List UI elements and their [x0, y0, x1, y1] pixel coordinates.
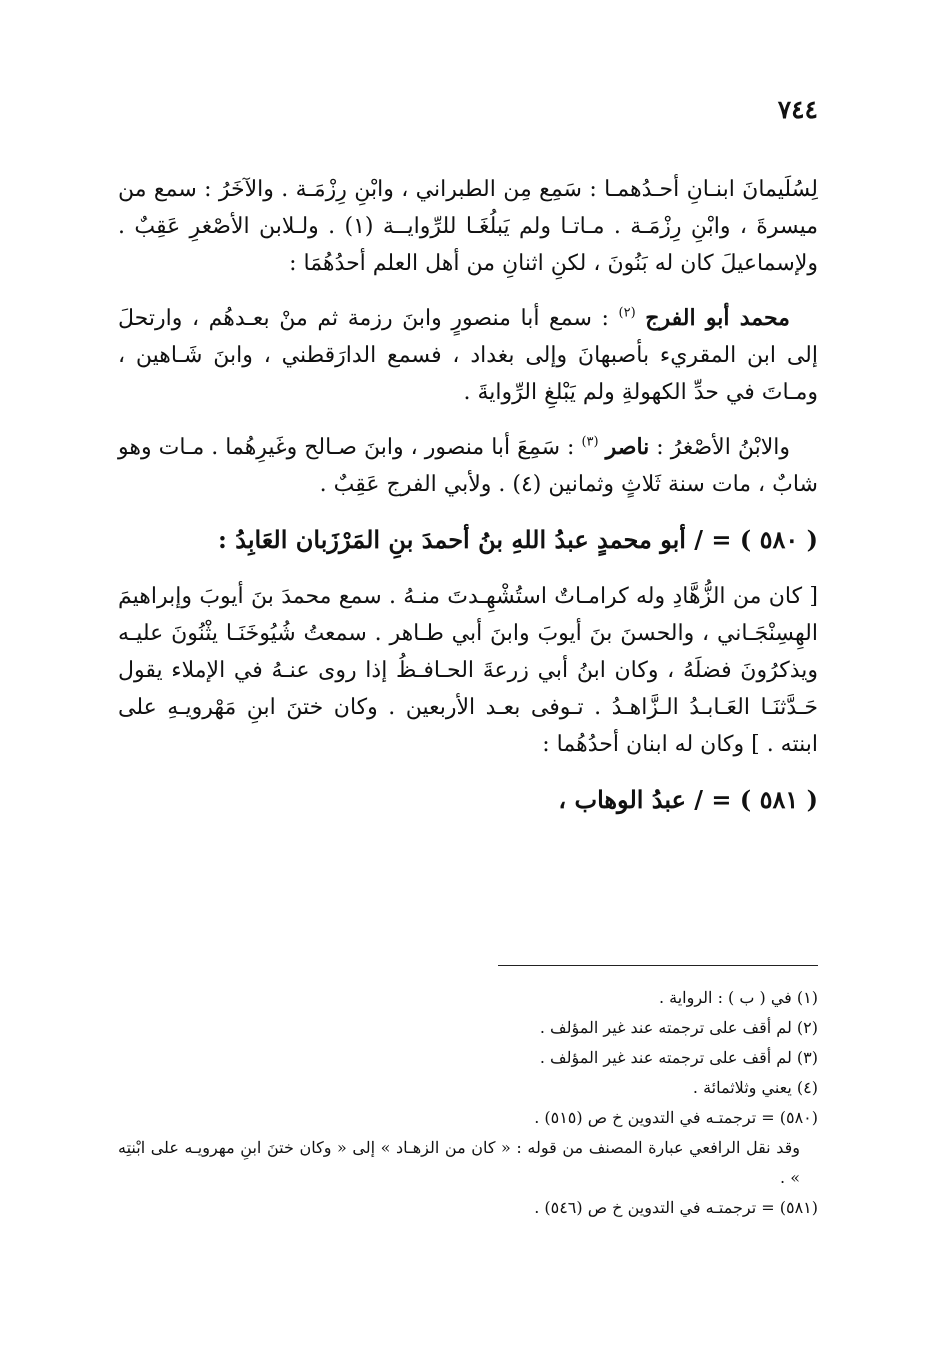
footnote-1: (١) في ( ب ) : الرواية . [658, 988, 818, 1007]
footnote-4: (٤) يعني وثلاثمائة . [692, 1078, 818, 1097]
paragraph-text: [ كان من الزُّهَّادِ وله كرامـاتٌ استُشْهِـدتَ منـهُ . سمع محمدَ بنَ أيوبَ وإبراهيمَ الهِسِنْجَـاني ، والحسنَ بنَ أيوبَ وابنَ أبي طـاهر . سمعتُ شُيُوخَنَـا يثْنُونَ عليـه ويذكرُونَ فضلَهُ ، وكان ابنُ أبي زرعةَ الحـافـظُ إذا روى عنـهُ في الإملاء يقول حَـدَّثنَـا العَـابـدُ الـزَّاهـدُ . تـوفى بعـد الأربعين . وكان ختنَ ابنِ مَهْرويـهِ على ابنته . ] وكان له ابنان أحدُهُما : [118, 584, 818, 757]
paragraph-580 [118, 578, 818, 763]
footnote-ref: (٣) [581, 434, 599, 450]
page-number: ٧٤٤ [777, 95, 818, 124]
entry-heading-581: ( ٥٨١ ) = / عبدُ الوهاب ، [558, 785, 818, 814]
footnote-580-note: وقد نقل الرافعي عبارة المصنف من قوله : « كان من الزهـاد » إلى « وكان ختنَ ابنِ مهرويـه على ابْنتِه » . [118, 1138, 800, 1187]
footnote-2: (٢) لم أقف على ترجمته عند غير المؤلف . [539, 1018, 818, 1037]
main-text [118, 171, 818, 838]
footnotes [118, 983, 818, 1223]
paragraph-abu-al-faraj [118, 300, 818, 411]
paragraph-nasir [118, 429, 818, 503]
entry-heading-580: ( ٥٨٠ ) = / أبو محمدٍ عبدُ اللهِ بنُ أحمدَ بنِ المَرْزَبان العَابِدُ : [218, 525, 818, 554]
footnote-3: (٣) لم أقف على ترجمته عند غير المؤلف . [539, 1048, 818, 1067]
footnote-581: (٥٨١) = ترجمتـه في التدوين خ ص (٥٤٦) . [534, 1198, 818, 1217]
footnote-580: (٥٨٠) = ترجمتـه في التدوين خ ص (٥١٥) . [534, 1108, 818, 1127]
footnote-ref: (٢) [618, 305, 636, 321]
paragraph-text: لِسُلَيمانَ ابنـانِ أحـدُهمـا : سَمِع مِن الطبراني ، وابْنِ رِزْمَـة . والآخَرُ : سمع من ميسرةَ ، وابْنِ رِزْمَـة . مـاتـا ولم يَبلُغَـا للرِّوايــة (١) . ولـلابن الأصْغرِ عَقِبٌ . ولإسماعيلَ كان له بَنُونَ ، لكنِ اثنانِ من أهل العلم أحدُهُمَا : [118, 177, 818, 276]
footnote-divider [498, 965, 818, 966]
paragraph-text: : سمع أبا منصورٍ وابنَ رزمة ثم منْ بعـدهُم ، وارتحلَ إلى ابن المقريء بأصبهانَ وإلى بغداد ، فسمع الدارَقطني ، وابنَ شَـاهين ، ومـاتَ في حدِّ الكهولةِ ولم يَبْلغِ الرِّوايةَ . [118, 306, 818, 405]
entry-name: محمد أبو الفرج [645, 305, 790, 331]
paragraph-sulayman [118, 171, 818, 282]
entry-name: ناصر [605, 434, 650, 460]
paragraph-prefix: والابْنُ الأصْغرُ : [649, 435, 790, 460]
paragraph-text: : سَمِعَ أبا منصور ، وابنَ صـالح وغَيرِهُما . مـات وهو شابٌ ، مات سنة ثَلاثٍ وثمانين (٤) . ولأبي الفرج عَقِبٌ . [118, 435, 818, 497]
